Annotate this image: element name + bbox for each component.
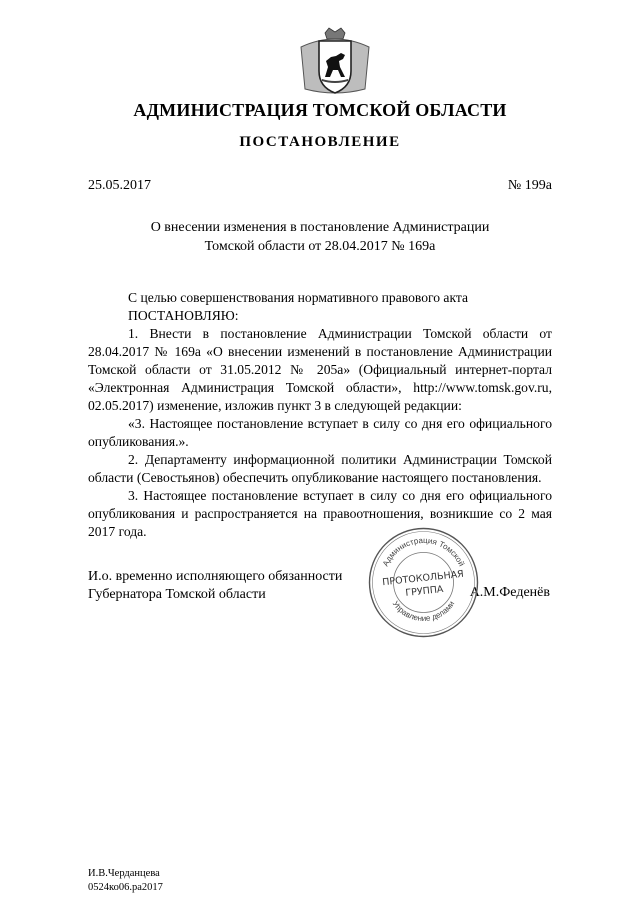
signer-position-line-2: Губернатора Томской области — [88, 587, 266, 602]
organization-title: АДМИНИСТРАЦИЯ ТОМСКОЙ ОБЛАСТИ — [133, 100, 507, 120]
item-1: 1. Внести в постановление Администрации Томской области от 28.04.2017 № 169а «О внесении изменений в постановление Администрации Томской области от 31.05.2012 № 205а» (Официальный интернет-портал «Электронная Администрация Томской области», http://www.tomsk.gov.ru, 02.05.2017) изменение, изложив пункт 3 в следующей редакции: — [88, 326, 552, 413]
decree-word: ПОСТАНОВЛЯЮ: — [128, 308, 239, 323]
seal-center-line-1: ПРОТОКОЛЬНАЯ — [381, 568, 465, 589]
document-number: № 199а — [507, 178, 552, 193]
document-body — [88, 289, 552, 541]
footer-info — [88, 867, 163, 895]
round-seal-icon — [366, 525, 481, 640]
signer-name: А.М.Феденёв — [469, 585, 550, 600]
item-2: 2. Департаменту информационной политики Администрации Томской области (Севостьянов) обеспечить опубликование настоящего постановления. — [88, 452, 552, 485]
seal-center-line-2: ГРУППА — [404, 583, 444, 599]
preamble: С целью совершенствования нормативного правового акта — [128, 290, 469, 305]
subject-line-2: Томской области от 28.04.2017 № 169а — [204, 239, 436, 254]
signer-position — [88, 568, 342, 604]
document-type: ПОСТАНОВЛЕНИЕ — [239, 134, 401, 150]
coat-of-arms-icon — [295, 27, 375, 99]
document-subject — [120, 218, 520, 256]
document-date: 25.05.2017 — [88, 178, 151, 193]
svg-text:Администрация Томской — [381, 536, 466, 568]
item-3: 3. Настоящее постановление вступает в силу со дня его официального опубликования и распространяется на правоотношения, возникшие со 2 мая 2017 года. — [88, 488, 552, 539]
quoted-item: «3. Настоящее постановление вступает в силу со дня его официального опубликования.». — [88, 416, 552, 449]
document-code: 0524ко06.ра2017 — [88, 882, 163, 893]
svg-text:Управление делами — [391, 599, 457, 623]
executor-name: И.В.Черданцева — [88, 868, 160, 879]
seal-ring-top-text: Администрация Томской — [380, 535, 467, 568]
signer-position-line-1: И.о. временно исполняющего обязанности — [88, 569, 343, 584]
seal-ring-bottom-text: Управление делами — [390, 599, 457, 624]
subject-line-1: О внесении изменения в постановление Администрации — [150, 220, 490, 235]
